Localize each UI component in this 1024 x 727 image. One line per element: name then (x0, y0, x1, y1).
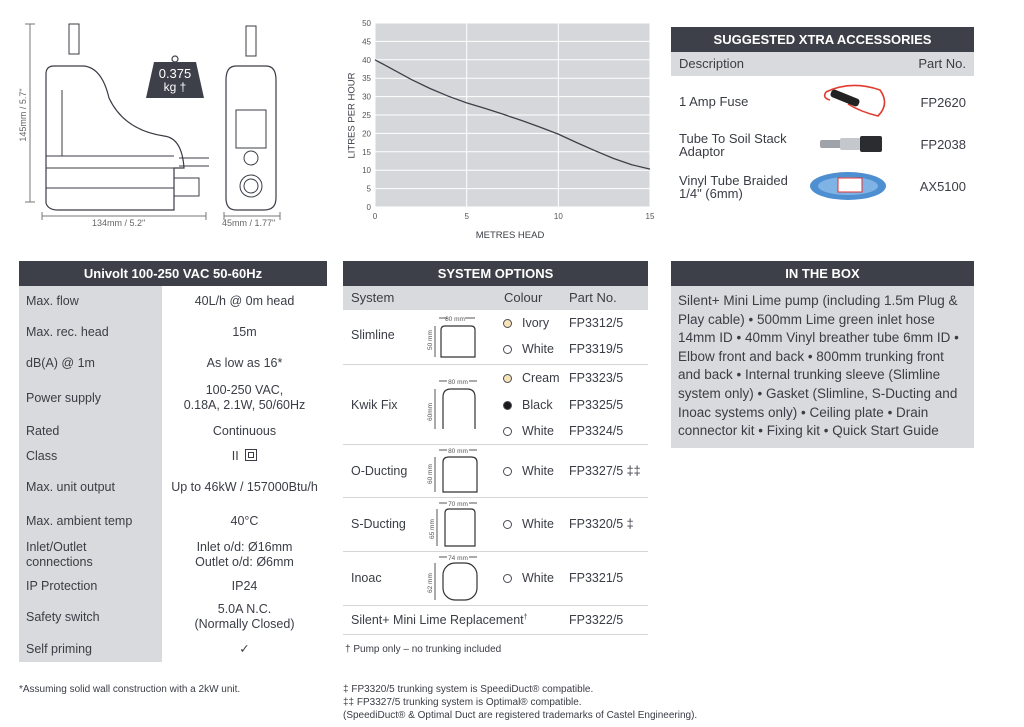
accessories-col-description: Description (679, 56, 745, 71)
spec-row: Max. flow 40L/h @ 0m head (26, 293, 295, 308)
system-row-s-ducting: S-Ducting 70 mm 65 mm White FP3320/5 ‡ (343, 498, 648, 552)
accessories-col-part: Part No. (918, 56, 966, 71)
spec-row: Inlet/Outlet connections Inlet o/d: Ø16mm Outlet o/d: Ø6mm (26, 540, 294, 569)
spec-row: Safety switch 5.0A N.C. (Normally Closed) (26, 602, 295, 631)
spec-row: dB(A) @ 1m As low as 16* (26, 355, 283, 370)
system-row-inoac: Inoac 74 mm 62 mm White FP3321/5 (343, 552, 648, 606)
svg-text:5: 5 (464, 212, 469, 221)
svg-text:35: 35 (362, 74, 371, 84)
svg-text:60 mm: 60 mm (427, 464, 434, 484)
system-row-replacement: Silent+ Mini Lime Replacement† FP3322/5 (343, 606, 648, 635)
width-dimension: 134mm / 5.2" (92, 218, 146, 228)
inoac-profile-icon (425, 553, 495, 603)
footnote-right: ‡ FP3320/5 trunking system is SpeediDuct® compatible. ‡‡ FP3327/5 trunking system is Optimal® compatible. (SpeediDuct® & Optimal Duct are registered trademarks of Castel Engineering). (343, 684, 698, 721)
colour-swatch-icon (503, 345, 512, 354)
svg-text:40: 40 (362, 55, 371, 65)
accessory-part: FP2038 (920, 137, 966, 152)
pump-side-view-icon (14, 18, 314, 233)
svg-text:15: 15 (362, 147, 371, 157)
svg-text:65 mm: 65 mm (429, 519, 436, 539)
svg-text:50 mm: 50 mm (427, 330, 434, 350)
colour-option: White (503, 464, 554, 478)
colour-swatch-icon (503, 467, 512, 476)
spec-title: Univolt 100-250 VAC 50-60Hz (19, 261, 327, 286)
colour-swatch-icon (503, 374, 512, 383)
system-options-title: SYSTEM OPTIONS (343, 261, 648, 286)
svg-text:74 mm: 74 mm (448, 555, 468, 562)
in-the-box-contents: Silent+ Mini Lime pump (including 1.5m Plug & Play cable) • 500mm Lime green inlet hose 14mm ID • 40mm Vinyl breather tube 6mm ID • Elbow front and back • 800mm trunking front and back • Internal trunking sleeve (Slimline system only) • Gasket (Slimline, S-Ducting and Inoac systems only) • Ceiling plate • Drain connector kit • Fixing kit • Quick Start Guide (671, 286, 974, 448)
chart-line (375, 60, 650, 169)
svg-text:0: 0 (372, 212, 378, 221)
svg-text:80 mm: 80 mm (448, 379, 468, 386)
system-row-o-ducting: O-Ducting 80 mm 60 mm White FP3327/5 ‡‡ (343, 445, 648, 498)
spec-row: Max. ambient temp 40°C (26, 513, 259, 528)
in-the-box-title: IN THE BOX (671, 261, 974, 286)
chart-svg (340, 14, 660, 246)
colour-option: Black (503, 398, 553, 412)
colour-option: White (503, 571, 554, 585)
spec-row: Rated Continuous (26, 423, 277, 438)
svg-text:30: 30 (362, 92, 371, 102)
footnote-left: *Assuming solid wall construction with a 2kW unit. (19, 684, 241, 695)
slimline-profile-icon (425, 314, 495, 362)
accessory-row (671, 166, 974, 208)
accessory-row (671, 82, 974, 124)
spec-row: Class II (19, 444, 327, 468)
accessories-title: SUGGESTED XTRA ACCESSORIES (671, 27, 974, 52)
svg-text:25: 25 (362, 111, 371, 120)
depth-dimension: 45mm / 1.77" (222, 218, 276, 228)
adaptor-icon (816, 130, 891, 160)
svg-text:60mm: 60mm (427, 402, 434, 421)
weight-unit: kg † (163, 80, 187, 94)
chart-xlabel: METRES HEAD (475, 230, 545, 241)
svg-text:0: 0 (366, 203, 371, 212)
svg-text:20: 20 (362, 129, 371, 139)
colour-swatch-icon (503, 427, 512, 436)
svg-text:5: 5 (366, 184, 371, 194)
accessory-description: 1 Amp Fuse (679, 94, 749, 109)
svg-text:80 mm: 80 mm (448, 448, 468, 455)
accessories-header-row (671, 52, 974, 76)
system-row-kwik-fix: Kwik Fix 80 mm 60mm Cream FP3323/5 Black FP3325/5 White FP3324/5 (343, 365, 648, 445)
weight-value: 0.375 (158, 66, 192, 81)
svg-text:15: 15 (645, 212, 655, 221)
in-the-box-panel (671, 261, 974, 448)
system-options-note: † Pump only – no trunking included (345, 644, 502, 655)
accessory-description: Tube To Soil Stack Adaptor (679, 131, 787, 159)
colour-swatch-icon (503, 520, 512, 529)
colour-swatch-icon (503, 574, 512, 583)
colour-swatch-icon (503, 319, 512, 328)
accessory-row (671, 124, 974, 166)
svg-text:50: 50 (362, 19, 371, 28)
o-ducting-profile-icon (425, 446, 495, 496)
kwik-fix-profile-icon (425, 377, 495, 435)
system-row-slimline: Slimline 80 mm 50 mm Ivory FP3312/5 White FP3319/5 (343, 310, 648, 365)
colour-option: Cream (503, 371, 560, 385)
chart-ylabel: LITRES PER HOUR (346, 72, 358, 159)
svg-text:10: 10 (553, 212, 563, 221)
spec-row: Max. rec. head 15m (26, 324, 257, 339)
colour-option: White (503, 342, 554, 356)
colour-option: Ivory (503, 316, 549, 330)
s-ducting-profile-icon (425, 499, 495, 549)
height-dimension: 145mm / 5.7" (18, 88, 28, 142)
spec-row: Self priming ✓ (26, 641, 250, 656)
accessories-panel (671, 27, 974, 208)
spec-row: Max. unit output Up to 46kW / 157000Btu/h (26, 479, 318, 494)
accessory-description: Vinyl Tube Braided 1/4" (6mm) (679, 173, 788, 201)
accessory-part: FP2620 (920, 95, 966, 110)
accessory-part: AX5100 (919, 179, 966, 194)
product-drawing (14, 18, 314, 233)
colour-option: White (503, 517, 554, 531)
system-options-header-row: System Colour Part No. (343, 286, 648, 310)
svg-text:62 mm: 62 mm (427, 573, 434, 593)
svg-text:45: 45 (362, 37, 371, 47)
spec-table (19, 261, 327, 662)
svg-text:80 mm: 80 mm (445, 316, 465, 323)
colour-option: White (503, 424, 554, 438)
tube-coil-icon (806, 168, 891, 204)
system-options-table (343, 261, 648, 655)
spec-row: Power supply 100-250 VAC, 0.18A, 2.1W, 50/60Hz (26, 383, 306, 412)
colour-swatch-icon (503, 401, 512, 410)
svg-text:10: 10 (362, 166, 371, 176)
svg-text:70 mm: 70 mm (448, 501, 468, 508)
double-insulation-icon (245, 449, 257, 461)
fuse-icon (816, 82, 891, 122)
flow-chart (340, 14, 660, 246)
spec-row: IP Protection IP24 (26, 578, 258, 593)
